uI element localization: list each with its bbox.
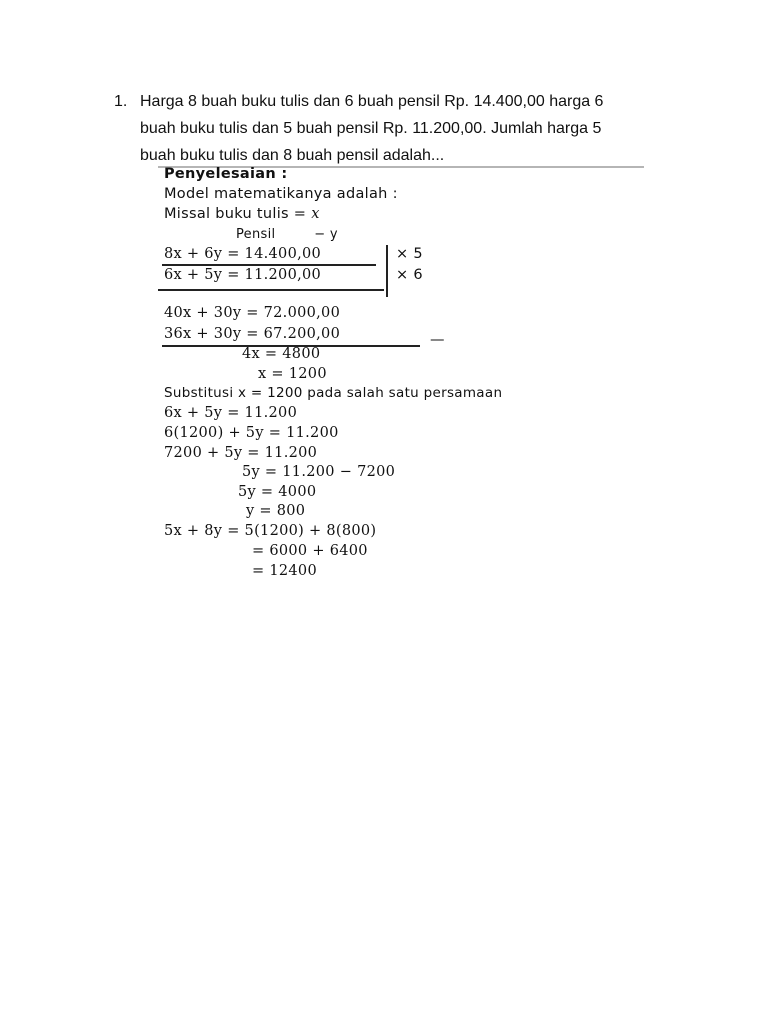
solution-image [158,163,644,583]
missal-variable: x [311,206,320,222]
question-line-1: Harga 8 buah buku tulis dan 6 buah pensil Rp. 14.400,00 harga 6 [140,93,604,110]
question-text [140,88,660,169]
system-underline [158,289,384,291]
equation-1: 8x + 6y = 14.400,00 [164,246,322,262]
equation-1-underline [162,264,376,266]
sub-step-4: 5y = 11.200 − 7200 [242,464,396,480]
minus-sign: — [430,332,445,348]
vertical-bar [386,245,388,297]
multiplier-1: × 5 [396,246,423,262]
result-1: 4x = 4800 [242,346,321,362]
equation-2: 6x + 5y = 11.200,00 [164,267,322,283]
model-intro: Model matematikanya adalah : [164,186,398,202]
question-line-3: buah buku tulis dan 8 buah pensil adalah... [140,147,445,164]
final-step-1: 5x + 8y = 5(1200) + 8(800) [164,523,377,539]
missal-line [164,206,320,222]
pensil-equation: − y [314,227,338,242]
sub-step-2: 6(1200) + 5y = 11.200 [164,425,339,441]
result-2: x = 1200 [258,366,327,382]
missal-label: Missal buku tulis = [164,206,307,222]
sub-step-6: y = 800 [246,503,306,519]
question-line-2: buah buku tulis dan 5 buah pensil Rp. 11.200,00. Jumlah harga 5 [140,120,602,137]
pensil-label: Pensil [236,227,276,242]
final-step-2: = 6000 + 6400 [252,543,368,559]
final-step-3: = 12400 [252,563,317,579]
step-1: 40x + 30y = 72.000,00 [164,305,341,321]
sub-step-1: 6x + 5y = 11.200 [164,405,298,421]
sub-step-5: 5y = 4000 [238,484,317,500]
multiplier-2: × 6 [396,267,423,283]
sub-step-3: 7200 + 5y = 11.200 [164,445,318,461]
substitusi-line: Substitusi x = 1200 pada salah satu persamaan [164,385,503,401]
solution-heading: Penyelesaian : [164,166,288,182]
question-number: 1. [114,93,128,110]
step-2: 36x + 30y = 67.200,00 [164,326,341,342]
pensil-line [236,227,338,242]
